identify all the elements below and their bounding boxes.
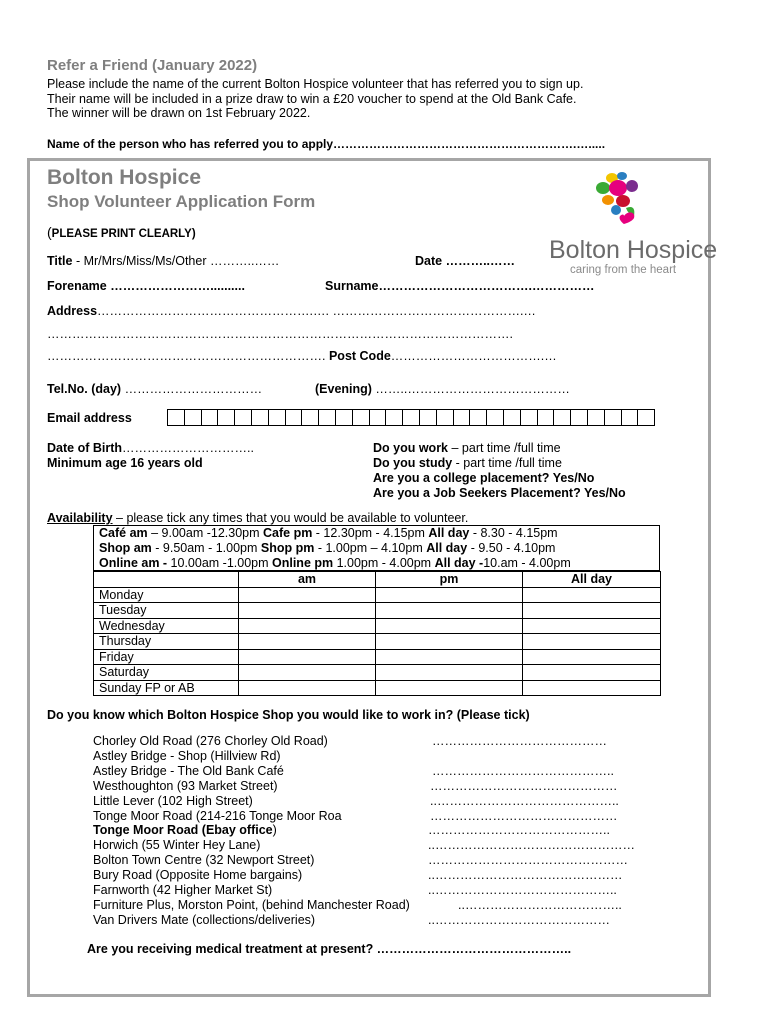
shop-tick-line[interactable]: ..………………………………………	[428, 868, 623, 883]
allday-cell[interactable]	[523, 587, 661, 603]
address-label: Address	[47, 304, 98, 318]
tel-evening-dots: ……..…………………………………	[371, 382, 570, 396]
pm-cell[interactable]	[376, 587, 523, 603]
table-row	[94, 649, 661, 665]
table-row	[94, 603, 661, 619]
address-line-3[interactable]	[47, 349, 557, 364]
study-question[interactable]	[373, 456, 562, 471]
shop-am-time: - 9.50am - 1.00pm	[151, 541, 261, 555]
cafe-am-label: Café am	[99, 526, 148, 540]
title-field[interactable]	[47, 254, 279, 269]
email-box[interactable]	[369, 409, 387, 426]
dob-dots: …………………………..	[122, 441, 254, 455]
online-am-time: 10.00am -1.00pm	[167, 556, 272, 570]
pm-cell[interactable]	[376, 634, 523, 650]
work-label: Do you work	[373, 441, 449, 455]
cafe-pm-time: - 12.30pm - 4.15pm	[312, 526, 429, 540]
surname-field[interactable]: Surname……………………………….……………	[325, 279, 595, 293]
address-line-1: …………………………………………….…. ……………………………………….…	[97, 304, 536, 318]
email-box[interactable]	[537, 409, 555, 426]
pm-cell[interactable]	[376, 603, 523, 619]
email-box[interactable]	[621, 409, 639, 426]
availability-table	[93, 571, 661, 696]
shop-tick-line[interactable]: ..……………………………………	[428, 912, 610, 927]
am-cell[interactable]	[239, 587, 376, 603]
shop-name: Horwich (55 Winter Hey Lane)	[93, 838, 261, 853]
shop-option[interactable]	[93, 868, 302, 883]
shop-tick-line[interactable]: ..……………………………………..	[428, 883, 617, 897]
work-question[interactable]	[373, 441, 561, 456]
postcode-dots: ……………………………….…	[390, 349, 557, 363]
allday-cell[interactable]	[523, 603, 661, 619]
day-label: Saturday	[94, 665, 239, 681]
address-field[interactable]	[47, 304, 536, 319]
email-input-boxes[interactable]	[167, 409, 654, 426]
column-header-am: am	[239, 572, 376, 588]
shop-option[interactable]	[93, 734, 328, 749]
allday-cell[interactable]	[523, 649, 661, 665]
email-box[interactable]	[352, 409, 370, 426]
table-header-row	[94, 572, 661, 588]
day-label: Monday	[94, 587, 239, 603]
shop-pm-time: - 1.00pm – 4.10pm	[314, 541, 427, 555]
shop-tick-line[interactable]: ………………………………………	[430, 778, 618, 793]
times-line-2	[99, 541, 555, 556]
form-title: Bolton Hospice	[47, 166, 202, 189]
shop-question: Do you know which Bolton Hospice Shop you would like to work in? (Please tick)	[47, 708, 530, 722]
study-label: Do you study	[373, 456, 453, 470]
shop-option[interactable]	[93, 794, 253, 809]
college-question[interactable]: Are you a college placement? Yes/No	[373, 471, 595, 485]
column-header	[94, 572, 239, 588]
am-cell[interactable]	[239, 680, 376, 696]
shop-name: Furniture Plus, Morston Point, (behind Manchester Road)	[93, 897, 410, 912]
shop-name: Astley Bridge - Shop (Hillview Rd)	[93, 748, 281, 763]
pm-cell[interactable]	[376, 649, 523, 665]
address-line-2[interactable]: ………………………………………………………………………………………………….	[47, 327, 513, 341]
availability-note: – please tick any times that you would be available to volunteer.	[112, 511, 469, 525]
bolton-hospice-logo-icon	[546, 170, 706, 242]
shop-allday-time: - 9.50 - 4.10pm	[467, 541, 556, 555]
tel-evening-field[interactable]	[315, 382, 570, 397]
day-label: Wednesday	[94, 618, 239, 634]
email-box[interactable]	[251, 409, 269, 426]
email-box[interactable]	[570, 409, 588, 426]
email-box[interactable]	[268, 409, 286, 426]
print-note-paren: (	[47, 224, 52, 240]
cafe-allday-time: - 8.30 - 4.15pm	[469, 526, 558, 540]
online-am-label: Online am -	[99, 556, 168, 570]
email-box[interactable]	[167, 409, 185, 426]
email-box[interactable]	[587, 409, 605, 426]
min-age-note: Minimum age 16 years old	[47, 456, 203, 470]
forename-field[interactable]: Forename ……………………..........	[47, 279, 245, 293]
shop-allday-label: All day	[426, 541, 468, 555]
allday-cell[interactable]	[523, 634, 661, 650]
date-field[interactable]: Date ………..……	[415, 254, 516, 268]
email-box[interactable]	[285, 409, 303, 426]
day-label: Tuesday	[94, 603, 239, 619]
shop-am-label: Shop am	[99, 541, 152, 555]
print-note-text: PLEASE PRINT CLEARLY)	[51, 228, 196, 240]
allday-cell[interactable]	[523, 680, 661, 696]
times-line-3	[99, 556, 571, 571]
table-row	[94, 634, 661, 650]
email-box[interactable]	[503, 409, 521, 426]
online-pm-label: Online pm	[272, 556, 334, 570]
medical-question[interactable]: Are you receiving medical treatment at present? ………………………………………..	[87, 942, 572, 956]
shop-name: Van Drivers Mate (collections/deliveries)	[93, 912, 316, 927]
refer-line-2: Their name will be included in a prize draw to win a £20 voucher to spend at the Old Bank Cafe.	[47, 92, 577, 106]
print-note	[47, 225, 196, 242]
shop-option[interactable]	[93, 853, 314, 868]
shop-tick-line[interactable]: ..……………………………………..	[430, 793, 619, 808]
shop-name: Bolton Town Centre (32 Newport Street)	[93, 853, 315, 868]
email-box[interactable]	[385, 409, 403, 426]
email-box[interactable]	[335, 409, 353, 426]
shop-tick-line[interactable]: ..………………………………..	[458, 897, 622, 912]
times-line-1	[99, 526, 558, 541]
email-box[interactable]	[520, 409, 538, 426]
refer-line-1: Please include the name of the current Bolton Hospice volunteer that has referred you to sign up.	[47, 77, 584, 91]
table-row	[94, 680, 661, 696]
pm-cell[interactable]	[376, 618, 523, 634]
online-pm-time: 1.00pm - 4.00pm	[333, 556, 435, 570]
email-box[interactable]	[436, 409, 454, 426]
shop-option[interactable]	[93, 823, 277, 838]
email-box[interactable]	[637, 409, 655, 426]
tel-evening-label: (Evening)	[315, 382, 372, 396]
email-box[interactable]	[604, 409, 622, 426]
allday-cell[interactable]	[523, 665, 661, 681]
online-allday-label: All day -	[434, 556, 484, 570]
email-box[interactable]	[217, 409, 235, 426]
postcode-label: Post Code	[328, 349, 391, 363]
email-box[interactable]	[553, 409, 571, 426]
address-line-3-dots: ………………………………………………………….	[47, 349, 326, 363]
shop-tick-line[interactable]: ..…………………………………………	[428, 838, 635, 853]
email-box[interactable]	[234, 409, 252, 426]
shop-tick-line[interactable]: ………………………………………	[430, 808, 618, 823]
shop-name: Bury Road (Opposite Home bargains)	[93, 868, 303, 883]
tel-day-dots: ……………………………	[121, 382, 263, 396]
work-options: – part time /full time	[448, 441, 561, 455]
shop-name: Tonge Moor Road (Ebay office	[93, 823, 273, 838]
email-box[interactable]	[301, 409, 319, 426]
online-allday-time: 10.am - 4.00pm	[483, 556, 571, 570]
table-row	[94, 618, 661, 634]
day-label: Friday	[94, 649, 239, 665]
shop-name: Little Lever (102 High Street)	[93, 793, 253, 808]
jobseekers-question[interactable]: Are you a Job Seekers Placement? Yes/No	[373, 486, 626, 500]
shop-option[interactable]	[93, 749, 281, 764]
tel-day-field[interactable]	[47, 382, 262, 397]
pm-cell[interactable]	[376, 665, 523, 681]
email-box[interactable]	[402, 409, 420, 426]
email-label: Email address	[47, 411, 132, 425]
email-box[interactable]	[453, 409, 471, 426]
tel-day-label: Tel.No. (day)	[47, 382, 122, 396]
availability-heading	[47, 511, 468, 526]
shop-name-suffix: )	[272, 823, 277, 838]
shop-option[interactable]	[93, 913, 315, 928]
shop-option[interactable]	[93, 883, 272, 898]
am-cell[interactable]	[239, 634, 376, 650]
shop-name: Tonge Moor Road (214-216 Tonge Moor Roa	[93, 808, 342, 823]
shop-option[interactable]	[93, 838, 260, 853]
refer-title: Refer a Friend (January 2022)	[47, 57, 258, 74]
email-box[interactable]	[201, 409, 219, 426]
cafe-allday-label: All day	[428, 526, 470, 540]
cafe-pm-label: Cafe pm	[263, 526, 313, 540]
table-row	[94, 587, 661, 603]
email-box[interactable]	[486, 409, 504, 426]
shop-name: Astley Bridge - The Old Bank Café	[93, 763, 284, 778]
availability-label: Availability	[47, 511, 113, 525]
shop-option[interactable]	[93, 764, 284, 779]
logo-tagline: caring from the heart	[570, 264, 677, 276]
shop-option[interactable]	[93, 898, 410, 913]
am-cell[interactable]	[239, 649, 376, 665]
dob-field[interactable]	[47, 441, 254, 456]
shop-name: Farnworth (42 Higher Market St)	[93, 883, 273, 897]
am-cell[interactable]	[239, 665, 376, 681]
shop-tick-line[interactable]: ……………………………………	[432, 734, 607, 748]
am-cell[interactable]	[239, 603, 376, 619]
shop-name: Chorley Old Road (276 Chorley Old Road)	[93, 734, 328, 748]
shop-name: Westhoughton (93 Market Street)	[93, 778, 278, 793]
shop-option[interactable]	[93, 779, 278, 794]
shop-tick-line[interactable]: …………………………………………	[428, 853, 628, 868]
title-field-label: Title	[47, 254, 73, 268]
study-options: - part time /full time	[452, 456, 562, 470]
referrer-field[interactable]: Name of the person who has referred you to apply…………………………………………………….….....	[47, 137, 606, 151]
cafe-am-time: – 9.00am -12.30pm	[147, 526, 263, 540]
pm-cell[interactable]	[376, 680, 523, 696]
dob-label: Date of Birth	[47, 441, 122, 455]
column-header-pm: pm	[376, 572, 523, 588]
title-field-options: - Mr/Mrs/Miss/Ms/Other ………..……	[72, 254, 280, 268]
day-label: Thursday	[94, 634, 239, 650]
email-box[interactable]	[318, 409, 336, 426]
day-label: Sunday FP or AB	[94, 680, 239, 696]
logo-name: Bolton Hospice	[549, 236, 718, 264]
allday-cell[interactable]	[523, 618, 661, 634]
email-box[interactable]	[419, 409, 437, 426]
email-box[interactable]	[184, 409, 202, 426]
table-row	[94, 665, 661, 681]
refer-line-3: The winner will be drawn on 1st February 2022.	[47, 106, 311, 120]
am-cell[interactable]	[239, 618, 376, 634]
shop-tick-line[interactable]: ……………………………………..	[428, 823, 610, 838]
column-header-allday: All day	[523, 572, 661, 588]
shop-tick-line[interactable]: ……………………………………..	[432, 763, 614, 778]
shop-option[interactable]	[93, 809, 342, 824]
shop-pm-label: Shop pm	[260, 541, 315, 555]
form-subtitle: Shop Volunteer Application Form	[47, 192, 316, 211]
email-box[interactable]	[469, 409, 487, 426]
